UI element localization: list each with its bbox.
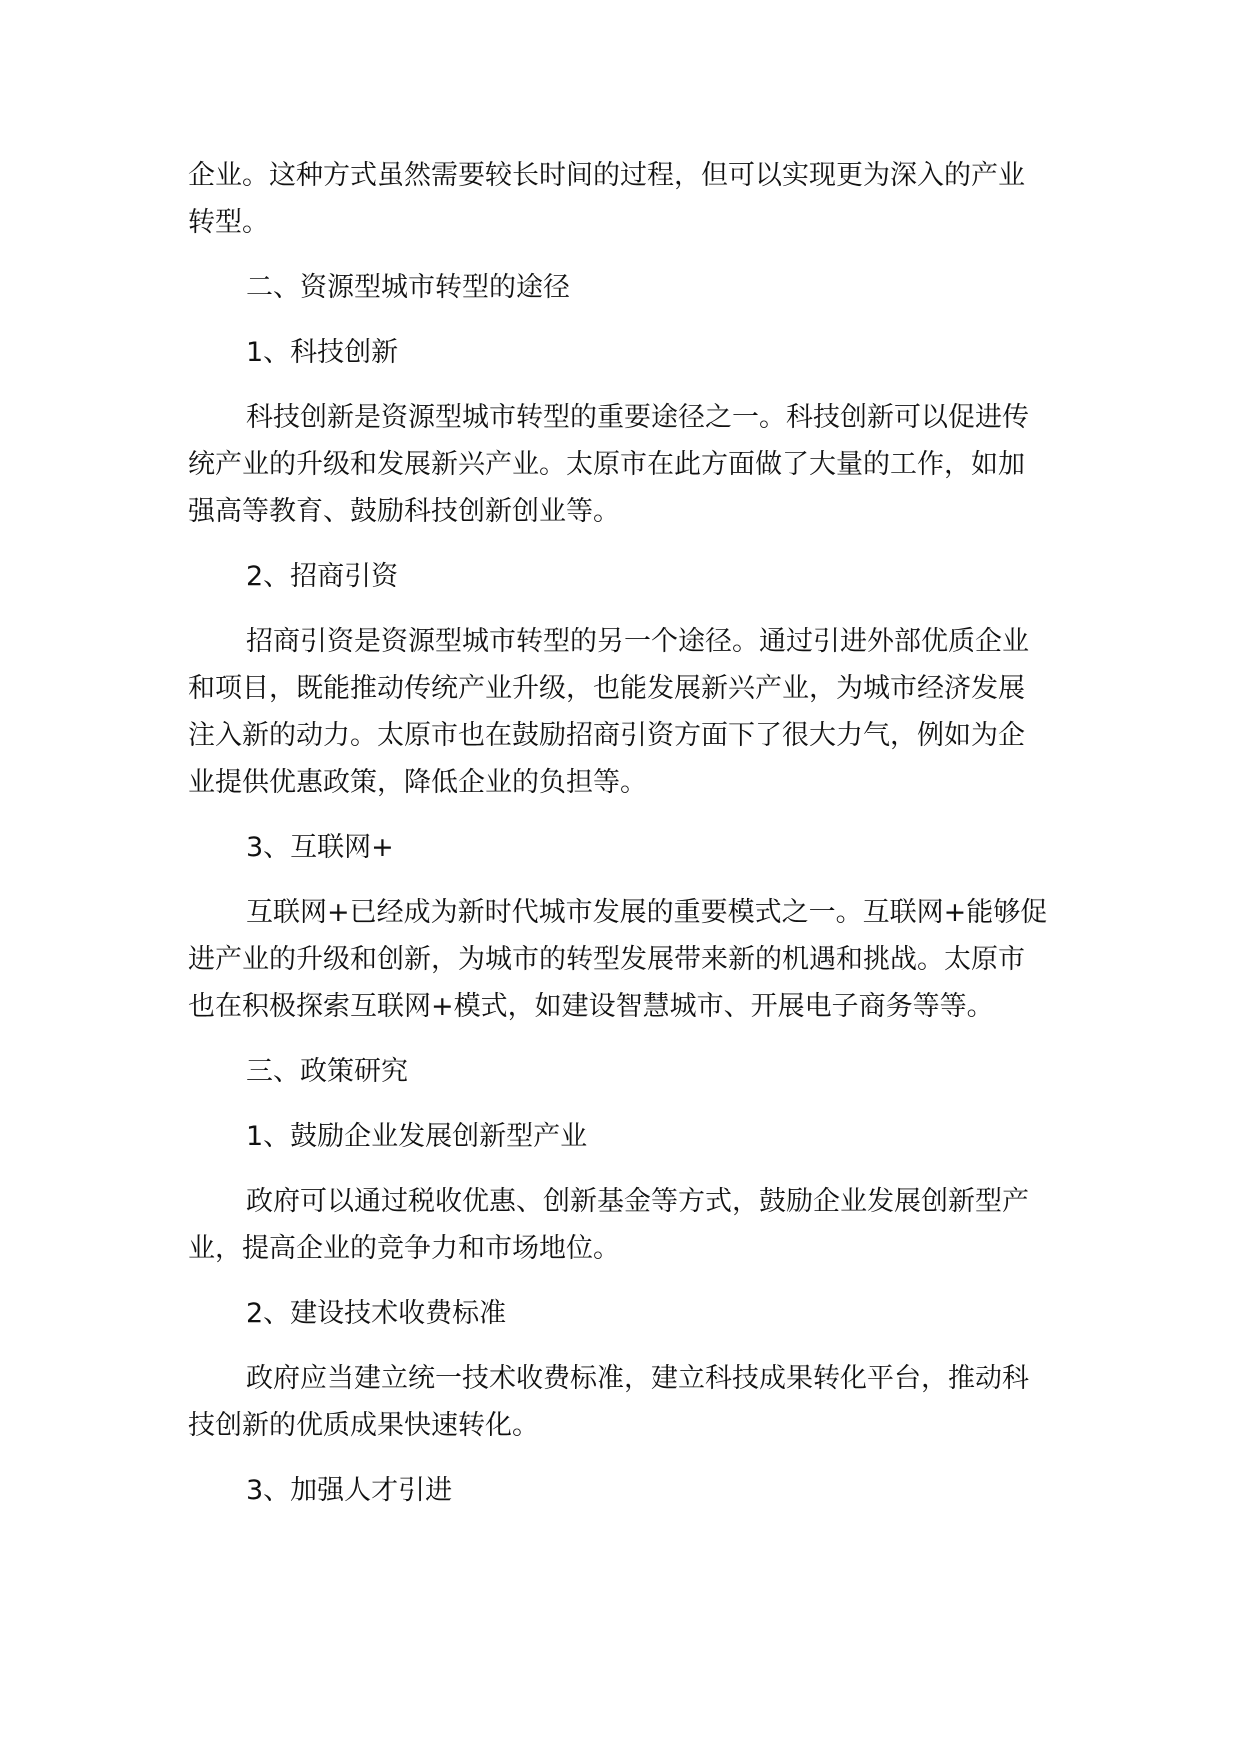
document-body <box>188 152 1048 1514</box>
paragraph-encourage-enterprises: 政府可以通过税收优惠、创新基金等方式，鼓励企业发展创新型产业，提高企业的竞争力和市场地位。 <box>188 1186 1029 1264</box>
paragraph-internet-plus: 互联网+已经成为新时代城市发展的重要模式之一。互联网+能够促进产业的升级和创新，为城市的转型发展带来新的机遇和挑战。太原市也在积极探索互联网+模式，如建设智慧城市、开展电子商务等等。 <box>188 897 1048 1022</box>
subheading-tech-fees: 2、建设技术收费标准 <box>246 1298 507 1329</box>
section-heading-3: 三、政策研究 <box>246 1056 408 1087</box>
subheading-internet-plus: 3、互联网+ <box>246 832 394 863</box>
paragraph-tech-fees: 政府应当建立统一技术收费标准，建立科技成果转化平台，推动科技创新的优质成果快速转化。 <box>188 1363 1029 1441</box>
subheading-talent: 3、加强人才引进 <box>246 1475 453 1506</box>
paragraph-continuation: 企业。这种方式虽然需要较长时间的过程，但可以实现更为深入的产业转型。 <box>188 160 1025 238</box>
paragraph-investment: 招商引资是资源型城市转型的另一个途径。通过引进外部优质企业和项目，既能推动传统产业升级，也能发展新兴产业，为城市经济发展注入新的动力。太原市也在鼓励招商引资方面下了很大力气，例如为企业提供优惠政策，降低企业的负担等。 <box>188 626 1029 798</box>
subheading-investment: 2、招商引资 <box>246 561 399 592</box>
subheading-tech-innovation: 1、科技创新 <box>246 337 399 368</box>
section-heading-2: 二、资源型城市转型的途径 <box>246 272 570 303</box>
subheading-encourage-enterprises: 1、鼓励企业发展创新型产业 <box>246 1121 588 1152</box>
paragraph-tech-innovation: 科技创新是资源型城市转型的重要途径之一。科技创新可以促进传统产业的升级和发展新兴产业。太原市在此方面做了大量的工作，如加强高等教育、鼓励科技创新创业等。 <box>188 402 1029 527</box>
